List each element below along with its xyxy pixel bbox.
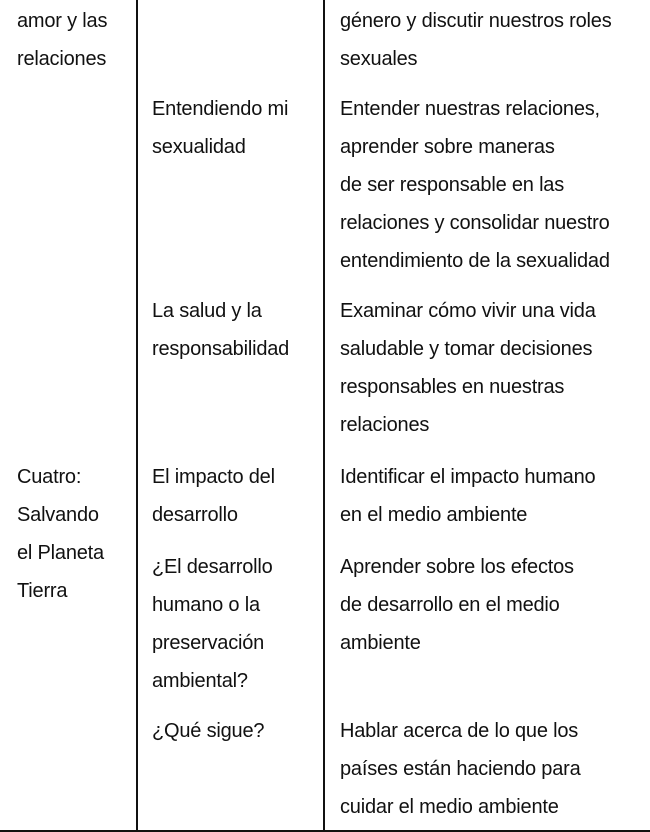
- cell-line: de ser responsable en las: [340, 174, 565, 196]
- cell-line: Hablar acerca de lo que los: [340, 720, 579, 742]
- cell-line: Aprender sobre los efectos: [340, 556, 574, 578]
- cell-line: Salvando: [17, 504, 99, 526]
- cell-line: responsables en nuestras: [340, 376, 565, 398]
- cell-line: ambiental?: [152, 670, 248, 692]
- lesson-cell: [152, 90, 288, 166]
- objective-cell: [340, 2, 612, 78]
- cell-line: relaciones y consolidar nuestro: [340, 212, 610, 234]
- unit-cell: [17, 458, 104, 610]
- cell-line: Identificar el impacto humano: [340, 466, 596, 488]
- cell-line: La salud y la: [152, 300, 262, 322]
- unit-cell: [17, 2, 107, 78]
- column-divider-1: [136, 0, 138, 832]
- cell-line: Entender nuestras relaciones,: [340, 98, 600, 120]
- cell-line: en el medio ambiente: [340, 504, 528, 526]
- cell-line: ¿Qué sigue?: [152, 720, 265, 742]
- lesson-cell: [152, 548, 273, 700]
- cell-line: saludable y tomar decisiones: [340, 338, 593, 360]
- cell-line: ¿El desarrollo: [152, 556, 273, 578]
- cell-line: de desarrollo en el medio: [340, 594, 560, 616]
- lesson-cell: [152, 712, 264, 750]
- cell-line: El impacto del: [152, 466, 275, 488]
- cell-line: sexualidad: [152, 136, 246, 158]
- cell-line: aprender sobre maneras: [340, 136, 555, 158]
- objective-cell: [340, 90, 610, 280]
- objective-cell: [340, 458, 595, 534]
- cell-line: ambiente: [340, 632, 421, 654]
- cell-line: responsabilidad: [152, 338, 290, 360]
- cell-line: relaciones: [17, 48, 107, 70]
- cell-line: desarrollo: [152, 504, 238, 526]
- cell-line: género y discutir nuestros roles: [340, 10, 612, 32]
- cell-line: Tierra: [17, 580, 68, 602]
- lesson-cell: [152, 292, 289, 368]
- cell-line: países están haciendo para: [340, 758, 581, 780]
- cell-line: relaciones: [340, 414, 430, 436]
- objective-cell: [340, 292, 596, 444]
- cell-line: cuidar el medio ambiente: [340, 796, 559, 818]
- objective-cell: [340, 712, 581, 826]
- cell-line: Cuatro:: [17, 466, 82, 488]
- lesson-cell: [152, 458, 275, 534]
- cell-line: el Planeta: [17, 542, 104, 564]
- cell-line: entendimiento de la sexualidad: [340, 250, 610, 272]
- cell-line: humano o la: [152, 594, 260, 616]
- cell-line: sexuales: [340, 48, 418, 70]
- objective-cell: [340, 548, 574, 662]
- cell-line: Examinar cómo vivir una vida: [340, 300, 596, 322]
- cell-line: amor y las: [17, 10, 108, 32]
- cell-line: preservación: [152, 632, 265, 654]
- cell-line: Entendiendo mi: [152, 98, 289, 120]
- column-divider-2: [323, 0, 325, 832]
